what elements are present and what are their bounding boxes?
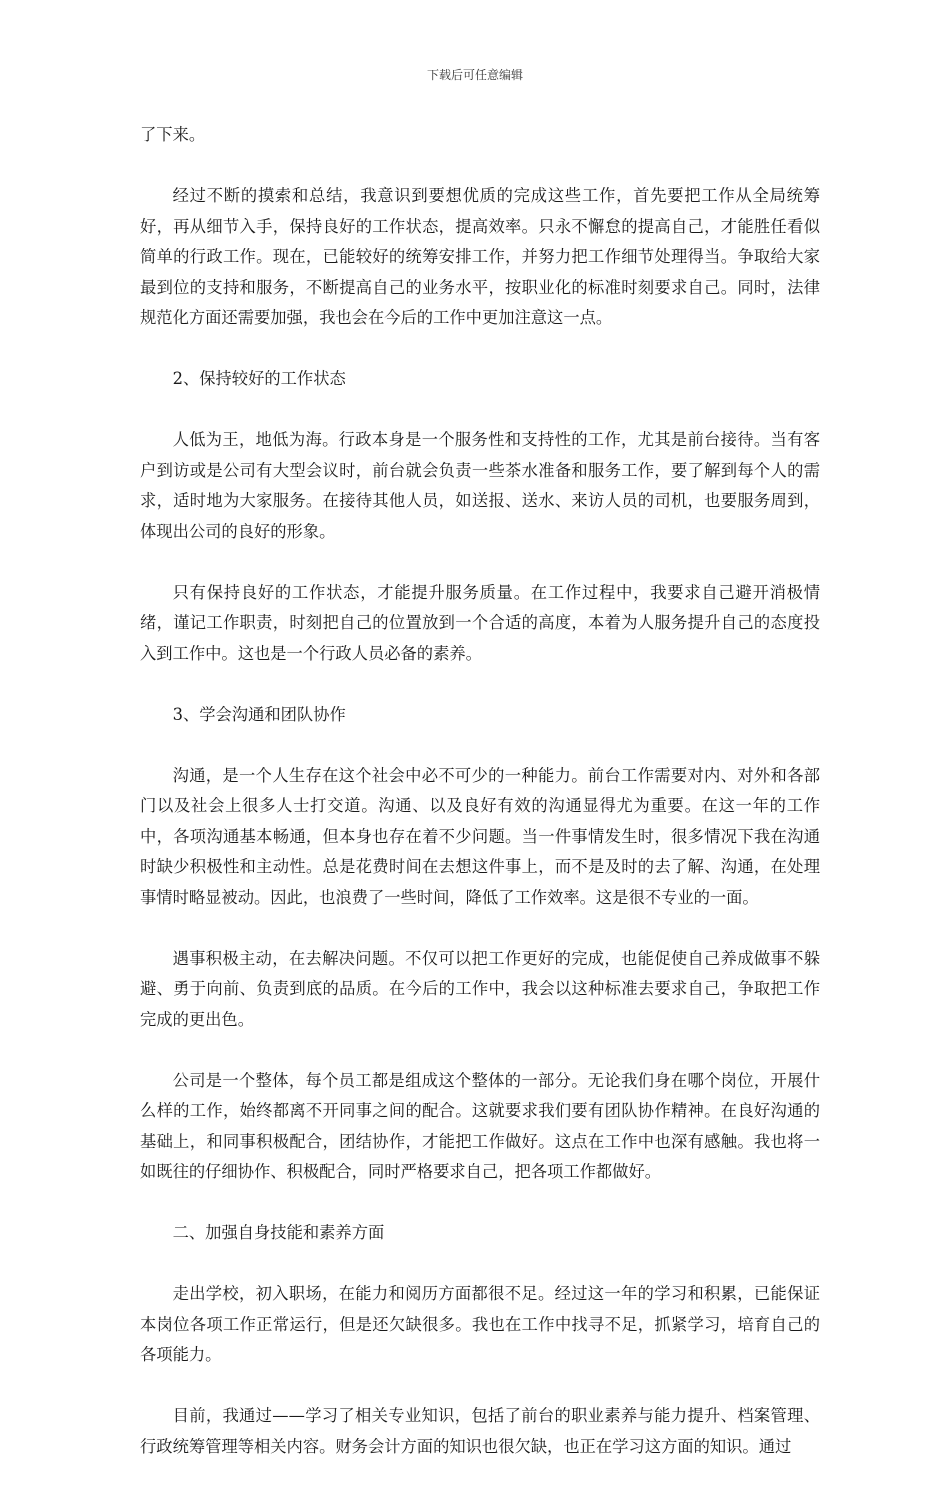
paragraph: 走出学校，初入职场，在能力和阅历方面都很不足。经过这一年的学习和积累，已能保证本岗位各项工作正常运行，但是还欠缺很多。我也在工作中找寻不足，抓紧学习，培育自己的各项能力。 (140, 1284, 820, 1364)
section-heading: 二、加强自身技能和素养方面 (172, 1223, 385, 1242)
paragraph: 人低为王，地低为海。行政本身是一个服务性和支持性的工作，尤其是前台接待。当有客户到访或是公司有大型会议时，前台就会负责一些茶水准备和服务工作，要了解到每个人的需求，适时地为大家服务。在接待其他人员，如送报、送水、来访人员的司机，也要服务周到，体现出公司的良好的形象。 (140, 430, 820, 541)
section-heading: 3、学会沟通和团队协作 (172, 704, 346, 724)
paragraph: 目前，我通过——学习了相关专业知识，包括了前台的职业素养与能力提升、档案管理、行政统筹管理等相关内容。财务会计方面的知识也很欠缺，也正在学习这方面的知识。通过 (140, 1406, 820, 1456)
document-body (140, 120, 820, 1493)
paragraph: 只有保持良好的工作状态，才能提升服务质量。在工作过程中，我要求自己避开消极情绪，谨记工作职责，时刻把自己的位置放到一个合适的高度，本着为人服务提升自己的态度投入到工作中。这也是一个行政人员必备的素养。 (140, 582, 820, 663)
paragraph: 遇事积极主动，在去解决问题。不仅可以把工作更好的完成，也能促使自己养成做事不躲避、勇于向前、负责到底的品质。在今后的工作中，我会以这种标准去要求自己，争取把工作完成的更出色。 (140, 948, 820, 1029)
section-heading: 2、保持较好的工作状态 (172, 369, 346, 388)
page-header: 下载后可任意编辑 (426, 68, 523, 82)
paragraph: 沟通，是一个人生存在这个社会中必不可少的一种能力。前台工作需要对内、对外和各部门以及社会上很多人士打交道。沟通、以及良好有效的沟通显得尤为重要。在这一年的工作中，各项沟通基本畅通，但本身也存在着不少问题。当一件事情发生时，很多情况下我在沟通时缺少积极性和主动性。总是花费时间在去想这件事上，而不是及时的去了解、沟通，在处理事情时略显被动。因此，也浪费了一些时间，降低了工作效率。这是很不专业的一面。 (140, 765, 820, 907)
paragraph: 经过不断的摸索和总结，我意识到要想优质的完成这些工作，首先要把工作从全局统筹好，再从细节入手，保持良好的工作状态，提高效率。只永不懈怠的提高自己，才能胜任看似简单的行政工作。现在，已能较好的统筹安排工作，并努力把工作细节处理得当。争取给大家最到位的支持和服务，不断提高自己的业务水平，按职业化的标准时刻要求自己。同时，法律规范化方面还需要加强，我也会在今后的工作中更加注意这一点。 (140, 186, 820, 327)
paragraph: 公司是一个整体，每个员工都是组成这个整体的一部分。无论我们身在哪个岗位，开展什么样的工作，始终都离不开同事之间的配合。这就要求我们要有团队协作精神。在良好沟通的基础上，和同事积极配合，团结协作，才能把工作做好。这点在工作中也深有感触。我也将一如既往的仔细协作、积极配合，同时严格要求自己，把各项工作都做好。 (140, 1070, 820, 1181)
paragraph: 了下来。 (140, 125, 206, 144)
